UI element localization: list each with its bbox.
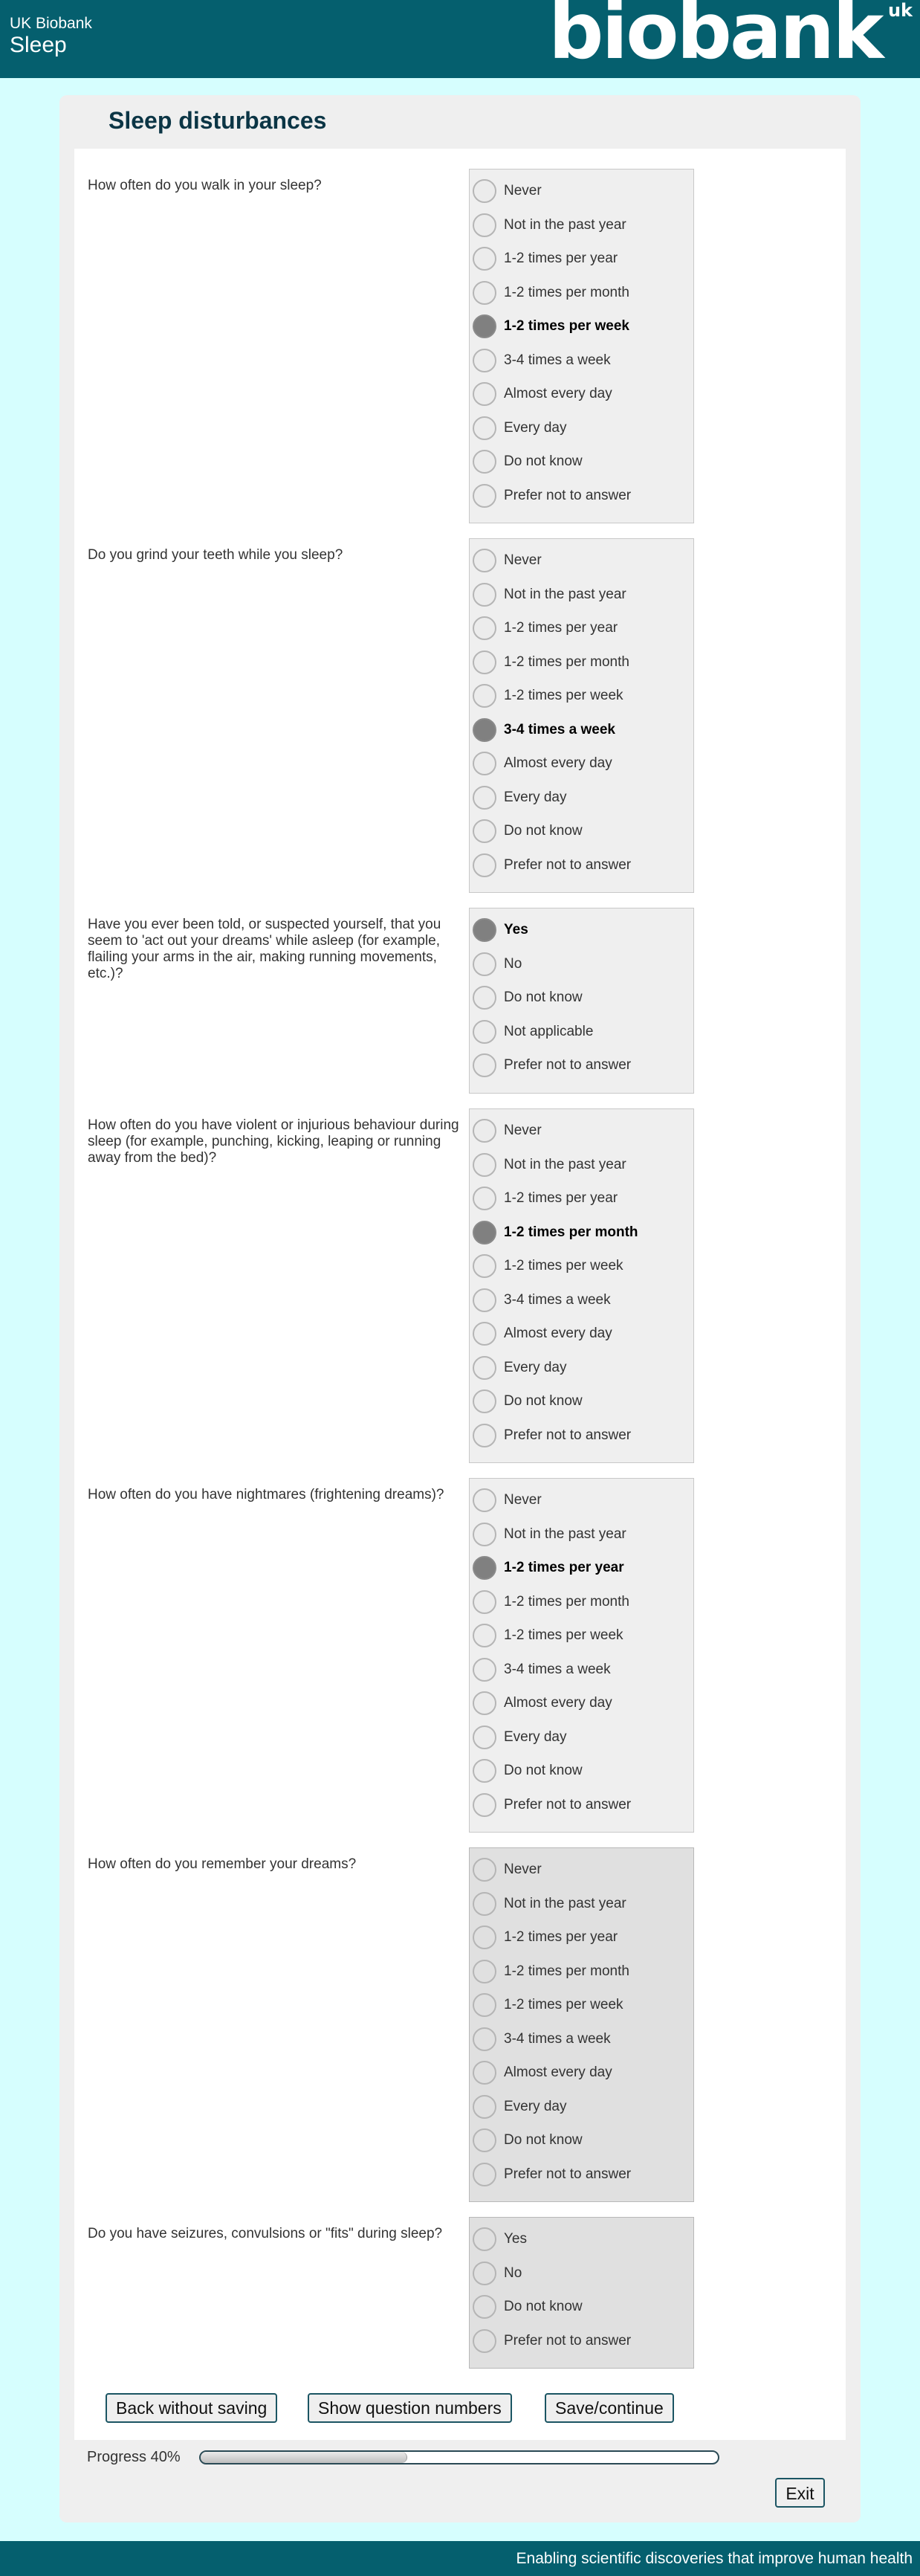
radio-button-icon[interactable]	[473, 718, 496, 742]
progress-fill	[201, 2452, 407, 2463]
section-title: Sleep	[10, 33, 67, 57]
page-title: Sleep disturbances	[108, 107, 327, 134]
radio-button-icon[interactable]	[473, 2227, 496, 2251]
answer-option[interactable]	[473, 1422, 690, 1449]
radio-button-icon[interactable]	[473, 1590, 496, 1614]
answer-option-label: Prefer not to answer	[504, 2166, 632, 2182]
answer-option[interactable]	[473, 2026, 690, 2053]
answer-option[interactable]	[473, 178, 690, 204]
answer-option-label: Prefer not to answer	[504, 2332, 632, 2349]
answer-option-label: Prefer not to answer	[504, 1427, 632, 1443]
radio-button-icon[interactable]	[473, 2262, 496, 2285]
radio-button-icon[interactable]	[473, 1322, 496, 1346]
answer-option-label: Almost every day	[504, 755, 612, 771]
answer-option[interactable]	[473, 1992, 690, 2018]
radio-button-icon[interactable]	[473, 1288, 496, 1312]
logo-suffix: uk	[887, 0, 913, 21]
answer-option[interactable]	[473, 1656, 690, 1683]
radio-button-icon[interactable]	[473, 1389, 496, 1413]
radio-button-icon[interactable]	[473, 986, 496, 1010]
answer-option[interactable]	[473, 1924, 690, 1951]
answer-options	[469, 1847, 694, 2202]
radio-button-icon[interactable]	[473, 1254, 496, 1278]
radio-button-icon[interactable]	[473, 1424, 496, 1447]
radio-button-icon[interactable]	[473, 918, 496, 942]
answer-options	[469, 1108, 694, 1463]
radio-button-icon[interactable]	[473, 2061, 496, 2085]
answer-option-label: 3-4 times a week	[504, 721, 615, 737]
answer-option-label: Almost every day	[504, 386, 612, 401]
answer-options	[469, 908, 694, 1094]
answer-option[interactable]	[473, 381, 690, 407]
app-footer	[0, 2541, 920, 2576]
radio-button-icon[interactable]	[473, 349, 496, 372]
answer-option[interactable]	[473, 1219, 690, 1246]
answer-option-label: 1-2 times per month	[504, 1224, 638, 1240]
answer-option[interactable]	[473, 280, 690, 306]
answer-option[interactable]	[473, 212, 690, 239]
radio-button-icon[interactable]	[473, 1925, 496, 1949]
answer-option-label: Not in the past year	[504, 586, 626, 602]
answer-option-label: Every day	[504, 2098, 567, 2114]
answer-option-label: Every day	[504, 419, 567, 436]
answer-option[interactable]	[473, 1487, 690, 1514]
radio-button-icon[interactable]	[473, 1020, 496, 1044]
radio-button-icon[interactable]	[473, 484, 496, 508]
answer-option-label: Not in the past year	[504, 1526, 626, 1542]
footer-tagline: Enabling scientific discoveries that improve human health	[516, 2550, 913, 2567]
answer-option[interactable]	[473, 1052, 690, 1079]
answer-option[interactable]	[473, 1690, 690, 1717]
answer-option-label: Prefer not to answer	[504, 856, 632, 873]
radio-button-icon[interactable]	[473, 1759, 496, 1783]
answer-option-label: Not in the past year	[504, 1156, 626, 1172]
radio-button-icon[interactable]	[473, 2095, 496, 2119]
radio-button-icon[interactable]	[473, 1658, 496, 1682]
answer-option-label: 3-4 times a week	[504, 1291, 611, 1308]
radio-button-icon[interactable]	[473, 1119, 496, 1143]
radio-button-icon[interactable]	[473, 2027, 496, 2051]
answer-option[interactable]	[473, 1622, 690, 1649]
radio-button-icon[interactable]	[473, 416, 496, 440]
answer-option-label: Never	[504, 552, 542, 568]
answer-option-label: Do not know	[504, 1763, 583, 1778]
radio-button-icon[interactable]	[473, 786, 496, 810]
answer-option[interactable]	[473, 2059, 690, 2086]
answer-option-label: 3-4 times a week	[504, 2030, 611, 2047]
answer-option[interactable]	[473, 2226, 690, 2253]
answer-option-label: Yes	[504, 2231, 527, 2247]
answer-option-label: Never	[504, 183, 542, 198]
progress-bar	[199, 2450, 719, 2464]
answer-options	[469, 169, 694, 523]
answer-option[interactable]	[473, 1152, 690, 1178]
questionnaire-panel	[59, 95, 861, 2522]
answer-option[interactable]	[473, 1355, 690, 1381]
radio-button-icon[interactable]	[473, 952, 496, 976]
answer-option[interactable]	[473, 1792, 690, 1818]
question-text: Have you ever been told, or suspected yourself, that you seem to 'act out your dreams' while asleep (for example, flailing your arms in the air, making running movements, etc.)?	[88, 917, 441, 981]
answer-option[interactable]	[473, 649, 690, 676]
answer-option[interactable]	[473, 2094, 690, 2120]
answer-option-label: Not applicable	[504, 1023, 594, 1039]
question-text: Do you have seizures, convulsions or "fits" during sleep?	[88, 2226, 443, 2241]
answer-option[interactable]	[473, 2328, 690, 2354]
answer-option-label: Every day	[504, 789, 567, 805]
answer-option[interactable]	[473, 852, 690, 879]
answer-option[interactable]	[473, 482, 690, 509]
answer-option-label: Do not know	[504, 2132, 583, 2148]
radio-button-icon[interactable]	[473, 1726, 496, 1749]
radio-button-icon[interactable]	[473, 1356, 496, 1380]
radio-button-icon[interactable]	[473, 1523, 496, 1546]
radio-button-icon[interactable]	[473, 314, 496, 338]
back-without-saving-button[interactable]: Back without saving	[106, 2393, 277, 2423]
radio-button-icon[interactable]	[473, 651, 496, 674]
answer-option[interactable]	[473, 1958, 690, 1985]
answer-option-label: Almost every day	[504, 1326, 612, 1341]
answer-option-label: 1-2 times per month	[504, 1963, 629, 1979]
answer-option-label: Do not know	[504, 990, 583, 1005]
radio-button-icon[interactable]	[473, 247, 496, 271]
answer-option-label: 1-2 times per month	[504, 653, 629, 670]
answer-option-label: Never	[504, 1862, 542, 1877]
answer-option[interactable]	[473, 1185, 690, 1212]
answer-option[interactable]	[473, 818, 690, 845]
answer-option[interactable]	[473, 347, 690, 374]
answer-option[interactable]	[473, 984, 690, 1011]
answer-option-label: 1-2 times per week	[504, 1997, 623, 2012]
radio-button-icon[interactable]	[473, 853, 496, 877]
radio-button-icon[interactable]	[473, 1053, 496, 1077]
answer-option-label: Every day	[504, 1728, 567, 1745]
radio-button-icon[interactable]	[473, 1892, 496, 1916]
answer-option-label: Every day	[504, 1359, 567, 1375]
answer-option[interactable]	[473, 682, 690, 709]
answer-option-label: 1-2 times per year	[504, 620, 618, 636]
org-name: UK Biobank	[10, 15, 92, 32]
radio-button-icon[interactable]	[473, 684, 496, 708]
answer-option[interactable]	[473, 951, 690, 978]
answer-option[interactable]	[473, 784, 690, 811]
radio-button-icon[interactable]	[473, 2295, 496, 2319]
radio-button-icon[interactable]	[473, 1556, 496, 1580]
answer-option-label: Do not know	[504, 453, 583, 469]
radio-button-icon[interactable]	[473, 1153, 496, 1177]
radio-button-icon[interactable]	[473, 450, 496, 474]
answer-option[interactable]	[473, 1253, 690, 1279]
answer-option-label: Yes	[504, 922, 528, 937]
radio-button-icon[interactable]	[473, 2128, 496, 2152]
answer-option-label: 1-2 times per year	[504, 1560, 624, 1575]
question-text: How often do you have nightmares (frightening dreams)?	[88, 1487, 444, 1502]
answer-option[interactable]	[473, 750, 690, 777]
answer-option-label: Do not know	[504, 2299, 583, 2314]
answer-option[interactable]	[473, 245, 690, 272]
answer-option-label: Prefer not to answer	[504, 487, 632, 503]
progress-label: Progress 40%	[87, 2449, 181, 2465]
question-text: How often do you have violent or injurious behaviour during sleep (for example, punching, kicking, leaping or running away from the bed)?	[88, 1117, 459, 1166]
radio-button-icon[interactable]	[473, 549, 496, 572]
radio-button-icon[interactable]	[473, 281, 496, 305]
question-text: How often do you walk in your sleep?	[88, 178, 322, 193]
radio-button-icon[interactable]	[473, 1488, 496, 1512]
answer-option-label: Prefer not to answer	[504, 1057, 632, 1073]
answer-option[interactable]	[473, 547, 690, 574]
answer-option[interactable]	[473, 1555, 690, 1581]
answer-option-label: No	[504, 955, 522, 972]
radio-button-icon[interactable]	[473, 752, 496, 775]
question-text: Do you grind your teeth while you sleep?	[88, 547, 343, 563]
answer-option-label: 3-4 times a week	[504, 1661, 611, 1677]
answer-option-label: Almost every day	[504, 1695, 612, 1711]
show-question-numbers-button[interactable]: Show question numbers	[308, 2393, 512, 2423]
answer-option[interactable]	[473, 313, 690, 340]
biobank-logo	[548, 0, 913, 78]
answer-option-label: 1-2 times per year	[504, 251, 618, 266]
radio-button-icon[interactable]	[473, 179, 496, 203]
radio-button-icon[interactable]	[473, 1793, 496, 1817]
answer-option[interactable]	[473, 917, 690, 943]
answer-option[interactable]	[473, 448, 690, 475]
radio-button-icon[interactable]	[473, 1960, 496, 1983]
answer-option-label: Never	[504, 1492, 542, 1508]
answer-options	[469, 538, 694, 893]
questions-container	[74, 149, 846, 2440]
answer-option[interactable]	[473, 2293, 690, 2320]
radio-button-icon[interactable]	[473, 616, 496, 640]
radio-button-icon[interactable]	[473, 1187, 496, 1210]
answer-option-label: Not in the past year	[504, 216, 626, 233]
question-text: How often do you remember your dreams?	[88, 1856, 357, 1872]
answer-option[interactable]	[473, 2127, 690, 2154]
answer-option[interactable]	[473, 1388, 690, 1415]
answer-option[interactable]	[473, 717, 690, 743]
answer-option-label: 1-2 times per week	[504, 1627, 623, 1643]
answer-option-label: 1-2 times per year	[504, 1190, 618, 1206]
answer-option[interactable]	[473, 1019, 690, 1045]
radio-button-icon[interactable]	[473, 1993, 496, 2017]
answer-option-label: Never	[504, 1123, 542, 1138]
answer-option[interactable]	[473, 1757, 690, 1784]
answer-option-label: 1-2 times per month	[504, 1593, 629, 1610]
answer-option[interactable]	[473, 2260, 690, 2287]
answer-option-label: No	[504, 2265, 522, 2281]
exit-button[interactable]: Exit	[775, 2478, 825, 2508]
logo-wordmark: biobank	[548, 0, 882, 77]
answer-option-label: Do not know	[504, 823, 583, 839]
radio-button-icon[interactable]	[473, 213, 496, 237]
radio-button-icon[interactable]	[473, 382, 496, 406]
answer-option[interactable]	[473, 1891, 690, 1917]
answer-option-label: 1-2 times per month	[504, 284, 629, 300]
answer-options	[469, 2217, 694, 2369]
answer-option-label: 1-2 times per year	[504, 1929, 618, 1945]
answer-option[interactable]	[473, 1856, 690, 1883]
radio-button-icon[interactable]	[473, 583, 496, 607]
radio-button-icon[interactable]	[473, 2163, 496, 2186]
answer-option[interactable]	[473, 2161, 690, 2188]
answer-option-label: 3-4 times a week	[504, 352, 611, 368]
answer-option[interactable]	[473, 615, 690, 642]
answer-option[interactable]	[473, 581, 690, 608]
answer-option[interactable]	[473, 1724, 690, 1751]
answer-option[interactable]	[473, 1589, 690, 1615]
radio-button-icon[interactable]	[473, 1691, 496, 1715]
radio-button-icon[interactable]	[473, 1858, 496, 1882]
answer-option-label: Do not know	[504, 1393, 583, 1409]
answer-option[interactable]	[473, 1287, 690, 1314]
radio-button-icon[interactable]	[473, 819, 496, 843]
app-header	[0, 0, 920, 78]
save-continue-button[interactable]: Save/continue	[545, 2393, 674, 2423]
answer-option-label: Not in the past year	[504, 1895, 626, 1911]
answer-option[interactable]	[473, 415, 690, 442]
answer-option-label: 1-2 times per week	[504, 318, 629, 334]
answer-option[interactable]	[473, 1521, 690, 1548]
answer-options	[469, 1478, 694, 1833]
answer-option[interactable]	[473, 1320, 690, 1347]
answer-option-label: 1-2 times per week	[504, 1258, 623, 1274]
answer-option-label: Almost every day	[504, 2065, 612, 2080]
radio-button-icon[interactable]	[473, 2329, 496, 2353]
radio-button-icon[interactable]	[473, 1624, 496, 1647]
answer-option[interactable]	[473, 1117, 690, 1144]
answer-option-label: Prefer not to answer	[504, 1796, 632, 1812]
radio-button-icon[interactable]	[473, 1221, 496, 1245]
answer-option-label: 1-2 times per week	[504, 688, 623, 703]
